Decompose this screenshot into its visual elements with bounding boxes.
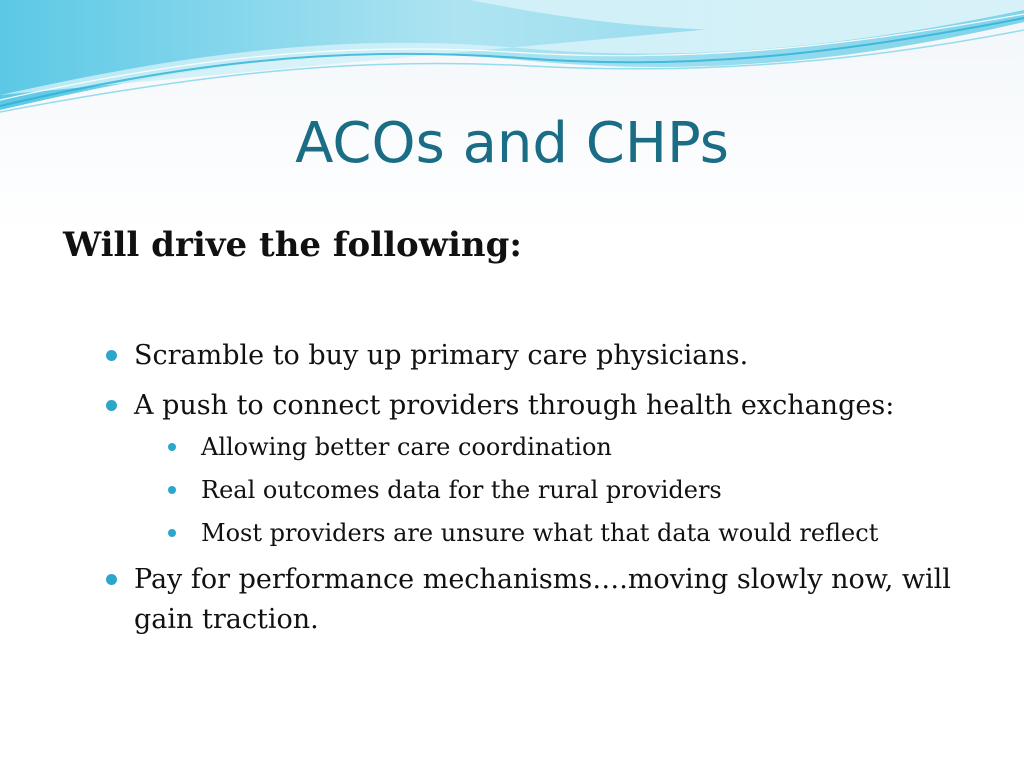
- bullet-item: [104, 336, 964, 376]
- slide-subtitle: Will drive the following:: [63, 225, 522, 265]
- sub-bullet-list: [134, 430, 964, 550]
- sub-bullet-dot-icon: [168, 443, 176, 451]
- sub-bullet-item: [134, 430, 964, 464]
- bullet-item: [104, 386, 964, 550]
- bullet-dot-icon: [106, 350, 117, 361]
- sub-bullet-text: Real outcomes data for the rural providers: [201, 476, 722, 504]
- bullet-item: [104, 560, 964, 640]
- bullet-text: Pay for performance mechanisms….moving slowly now, will gain traction.: [134, 564, 951, 635]
- bullet-text: Scramble to buy up primary care physicians.: [134, 340, 749, 371]
- bullet-dot-icon: [106, 574, 117, 585]
- bullet-dot-icon: [106, 400, 117, 411]
- sub-bullet-text: Most providers are unsure what that data would reflect: [201, 519, 879, 547]
- sub-bullet-item: [134, 516, 964, 550]
- bullet-list: [104, 336, 964, 650]
- bullet-text: A push to connect providers through health exchanges:: [134, 390, 895, 421]
- sub-bullet-dot-icon: [168, 529, 176, 537]
- slide-title: ACOs and CHPs: [295, 111, 729, 176]
- sub-bullet-text: Allowing better care coordination: [201, 433, 612, 461]
- sub-bullet-dot-icon: [168, 486, 176, 494]
- sub-bullet-item: [134, 473, 964, 507]
